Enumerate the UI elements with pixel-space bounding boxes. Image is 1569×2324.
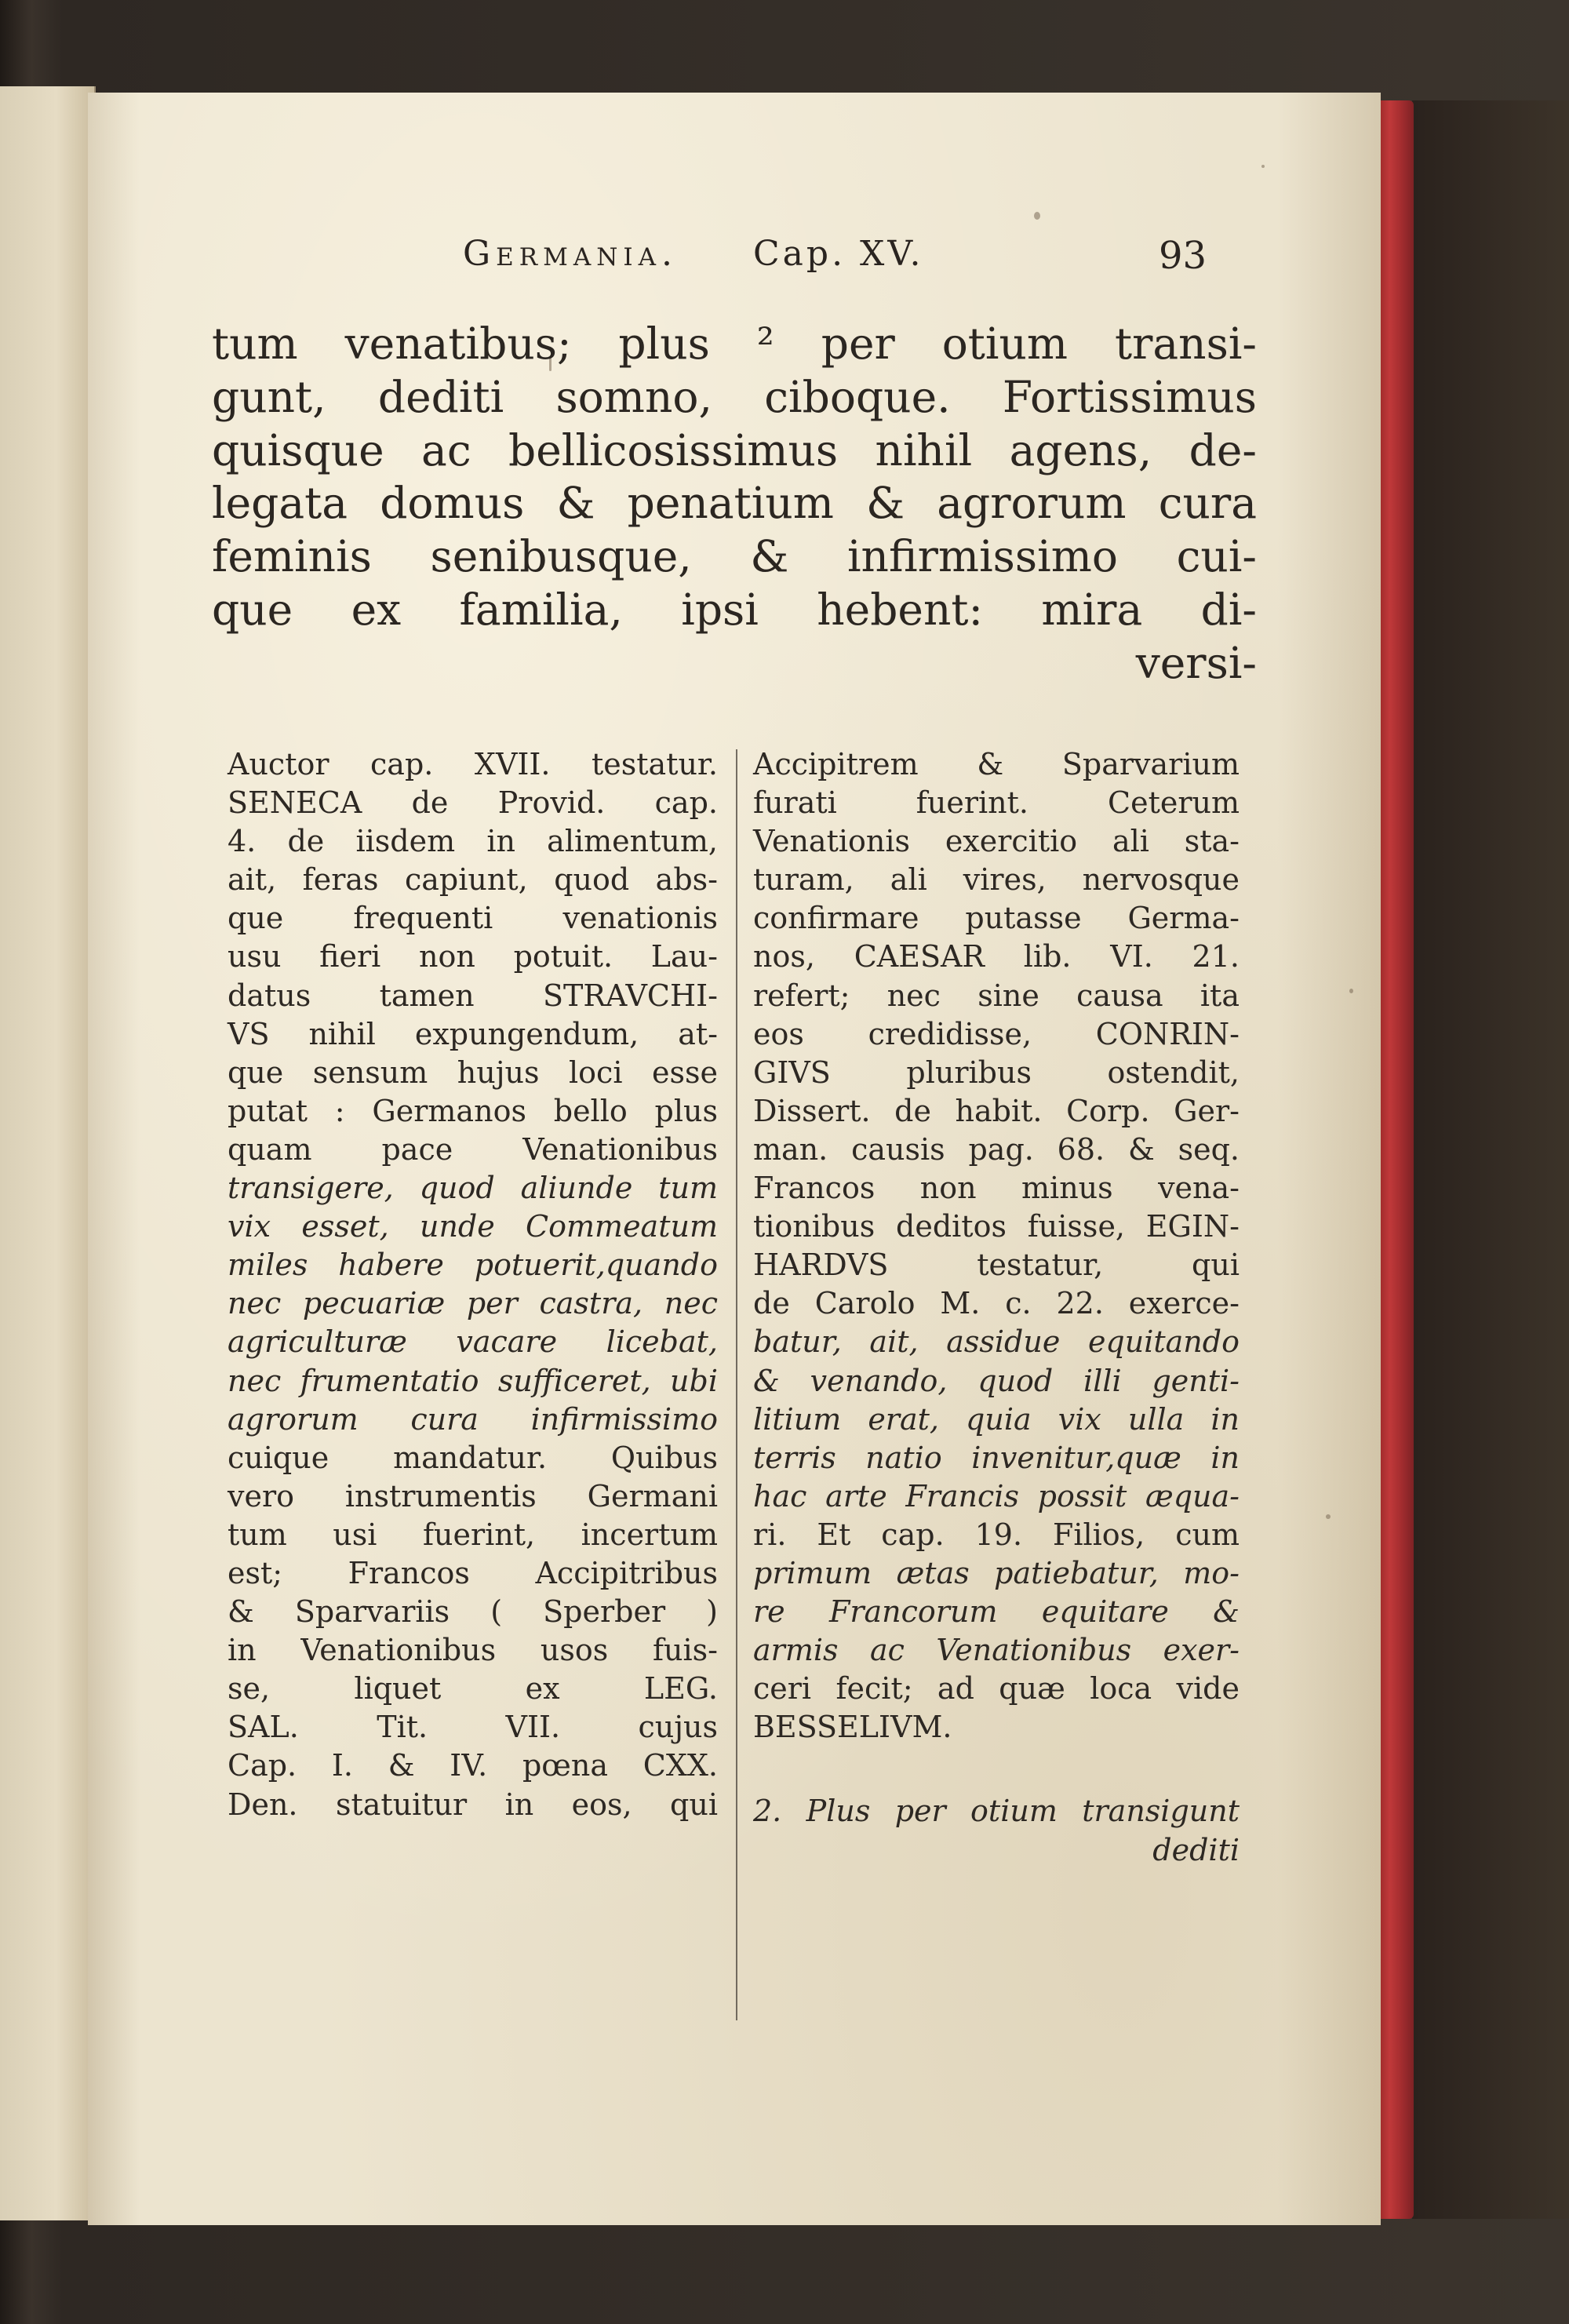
note-line: Cap. I. & IV. pœna CXX. [228, 1748, 718, 1783]
background-shadow [1412, 100, 1569, 2219]
main-text-line: legata domus & penatium & agrorum cura [212, 478, 1257, 529]
note-line: cuique mandatur. Quibus [228, 1440, 718, 1475]
note-line: transigere, quod aliunde tum [228, 1171, 718, 1206]
note-line: nos, CAESAR lib. VI. 21. [753, 939, 1240, 974]
note-line: BESSELIVM. [753, 1710, 952, 1745]
note-line: vix esset, unde Commeatum [228, 1209, 718, 1244]
note-line: terris natio invenitur,quæ in [753, 1440, 1240, 1475]
main-text-line: que ex familia, ipsi hebent: mira di- [212, 584, 1257, 635]
note-line: ri. Et cap. 19. Filios, cum [753, 1517, 1240, 1552]
note-line: ceri fecit; ad quæ loca vide [753, 1671, 1240, 1707]
note-line: Venationis exercitio ali sta- [753, 824, 1240, 859]
main-text-line: quisque ac bellicosissimus nihil agens, de- [212, 424, 1257, 475]
footnote-gap [753, 1747, 1240, 1792]
note-line: ait, feras capiunt, quod abs- [228, 862, 718, 898]
note-line: tionibus deditos fuisse, EGIN- [753, 1209, 1240, 1244]
note-line: agriculturæ vacare licebat, [228, 1324, 718, 1360]
note-line: & venando, quod illi genti- [753, 1363, 1240, 1398]
running-header [439, 234, 1255, 304]
main-text-block [212, 318, 1257, 690]
notes-right-column [753, 745, 1240, 1870]
main-text-line: feminis senibusque, & infirmissimo cui- [212, 531, 1257, 582]
note-line: primum ætas patiebatur, mo- [753, 1555, 1240, 1590]
note-line: turam, ali vires, nervosque [753, 862, 1240, 898]
note-line: HARDVS testatur, qui [753, 1248, 1240, 1283]
note-line: confirmare putasse Germa- [753, 901, 1240, 936]
note-line: vero instrumentis Germani [228, 1478, 718, 1514]
note-line: GIVS pluribus ostendit, [753, 1055, 1240, 1090]
note-line: armis ac Venationibus exer- [753, 1633, 1240, 1668]
note-line: quam pace Venationibus [228, 1131, 718, 1167]
note-line: batur, ait, assidue equitando [753, 1324, 1240, 1360]
note-line: se, liquet ex LEG. [228, 1671, 718, 1707]
note-line: eos credidisse, CONRIN- [753, 1016, 1240, 1051]
note-line: agrorum cura infirmissimo [228, 1401, 718, 1437]
red-page-edges [1379, 100, 1414, 2219]
note-line: nec pecuariæ per castra, nec [228, 1286, 718, 1321]
note-line: hac arte Francis possit æqua- [753, 1478, 1240, 1514]
main-text-line: gunt, dediti somno, ciboque. Fortissimus [212, 371, 1257, 422]
note-line: datus tamen STRAVCHI- [228, 978, 718, 1013]
note-line: & Sparvariis ( Sperber ) [228, 1594, 718, 1630]
note-line: nec frumentatio sufficeret, ubi [228, 1363, 718, 1398]
note-line: Accipitrem & Sparvarium [753, 747, 1240, 781]
previous-page-edge [0, 86, 96, 2220]
note-line: de Carolo M. c. 22. exerce- [753, 1286, 1240, 1321]
note-line: Auctor cap. XVII. testatur. [228, 747, 718, 781]
note-line: que sensum hujus loci esse [228, 1055, 718, 1090]
page-number: 93 [1159, 234, 1207, 278]
note-line: refert; nec sine causa ita [753, 978, 1240, 1013]
note-line: in Venationibus usos fuis- [228, 1633, 718, 1668]
note-line: Francos non minus vena- [753, 1171, 1240, 1206]
note-line: 4. de iisdem in alimentum, [228, 824, 718, 859]
note-line: est; Francos Accipitribus [228, 1555, 718, 1590]
note-line: Den. statuitur in eos, qui [228, 1787, 718, 1822]
note-line: SAL. Tit. VII. cujus [228, 1710, 718, 1745]
main-text-line: tum venatibus; plus ² per otium transi- [212, 319, 1257, 369]
catchword: versi- [1135, 637, 1257, 688]
note-line: Dissert. de habit. Corp. Ger- [753, 1093, 1240, 1128]
column-divider [736, 749, 737, 2020]
footnote-catchword: dediti [1152, 1832, 1240, 1867]
note-line: re Francorum equitare & [753, 1594, 1240, 1630]
note-line: furati fuerint. Ceterum [753, 785, 1240, 821]
note-line: man. causis pag. 68. & seq. [753, 1131, 1240, 1167]
note-line: usu fieri non potuit. Lau- [228, 939, 718, 974]
note-line: miles habere potuerit,quando [228, 1248, 718, 1283]
note-line: tum usi fuerint, incertum [228, 1517, 718, 1552]
header-title: Germania. [463, 234, 678, 274]
notes-left-column [228, 745, 718, 1824]
note-line: SENECA de Provid. cap. [228, 785, 718, 821]
header-chapter: Cap. XV. [753, 234, 924, 274]
note-line: litium erat, quia vix ulla in [753, 1401, 1240, 1437]
note-line: putat : Germanos bello plus [228, 1093, 718, 1128]
note-line: VS nihil expungendum, at- [228, 1016, 718, 1051]
footnote-line: 2. Plus per otium transigunt [753, 1794, 1240, 1829]
note-line: que frequenti venationis [228, 901, 718, 936]
